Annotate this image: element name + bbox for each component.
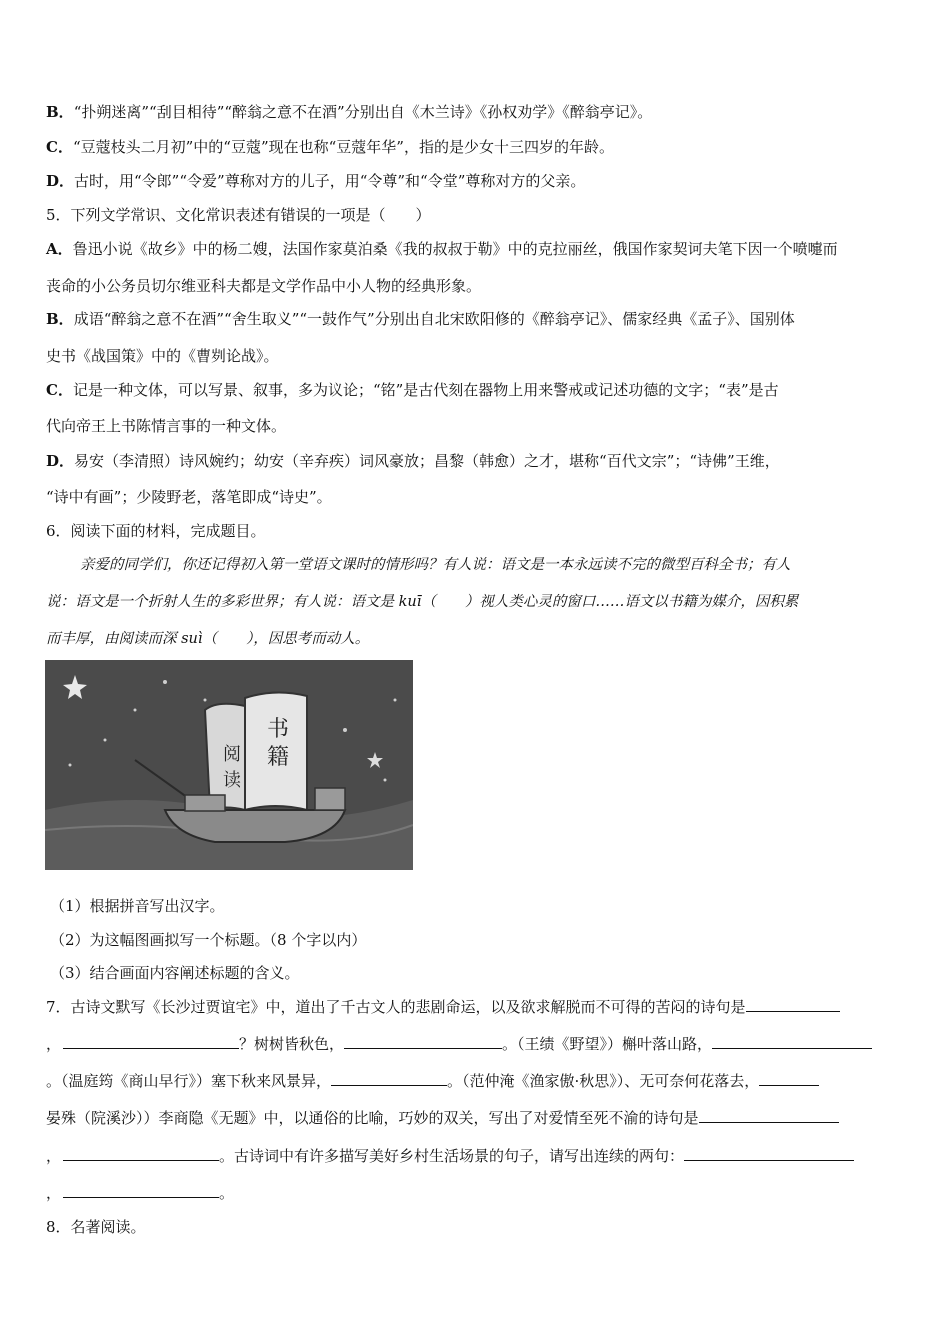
option-label: C． [46,381,73,399]
question-5-stem: 5．下列文学常识、文化常识表述有错误的一项是（ ） [46,206,431,224]
q6-passage-line-2: 说：语文是一个折射人生的多彩世界；有人说：语文是 kuī（ ）视人类心灵的窗口……语文以书籍为媒介，因积累 [46,594,799,610]
answer-blank[interactable] [63,1183,219,1198]
q5-option-c [46,380,779,400]
boat-illustration [45,660,413,870]
q5-option-a [46,239,838,259]
option-label: D． [46,172,75,190]
answer-blank[interactable] [746,997,840,1012]
q7-text: ， [46,1147,62,1165]
option-text: 成语“醉翁之意不在酒”“舍生取义”“一鼓作气”分别出自北宋欧阳修的《醉翁亭记》、儒家经典《孟子》、国别体 [73,310,795,328]
q7-line-1 [46,997,840,1017]
question-6-stem: 6．阅读下面的材料，完成题目。 [46,522,266,540]
q6-subquestion-3: （3）结合画面内容阐述标题的含义。 [50,964,300,982]
answer-blank[interactable] [712,1034,872,1049]
answer-blank[interactable] [63,1034,239,1049]
q7-line-3 [46,1071,819,1091]
q5-option-b-cont: 史书《战国策》中的《曹刿论战》。 [46,347,279,365]
q6-subquestion-2: （2）为这幅图画拟写一个标题。（8 个字以内） [50,931,367,949]
q6-passage-line-1: 亲爱的同学们，你还记得初入第一堂语文课时的情形吗？有人说：语文是一本永远读不完的微型百科全书；有人 [80,557,791,573]
q7-line-6 [46,1183,234,1203]
answer-blank[interactable] [759,1071,819,1086]
option-text: 记是一种文体，可以写景、叙事，多为议论；“铭”是古代刻在器物上用来警戒或记述功德的文字；“表”是古 [72,381,779,399]
sail-char: 读 [223,770,241,791]
q7-line-5 [46,1146,854,1166]
q7-text: 。 [219,1184,235,1202]
answer-blank[interactable] [63,1146,219,1161]
option-text: 易安（李清照）诗风婉约；幼安（辛弃疾）词风豪放；昌黎（韩愈）之才，堪称“百代文宗”；“诗佛”王维， [74,452,780,470]
q7-text: 。（温庭筠《商山早行》）塞下秋来风景异， [46,1072,332,1090]
option-text: 古时，用“令郎”“令爱”尊称对方的儿子，用“令尊”和“令堂”尊称对方的父亲。 [74,172,586,190]
option-text: 鲁迅小说《故乡》中的杨二嫂，法国作家莫泊桑《我的叔叔于勒》中的克拉丽丝，俄国作家契诃夫笔下因一个喷嚏而 [72,240,838,258]
q6-passage-line-3: 而丰厚，由阅读而深 suì（ ），因思考而动人。 [46,631,370,647]
option-label: C． [46,138,73,156]
option-d-line [46,171,585,191]
q5-option-a-cont: 丧命的小公务员切尔维亚科夫都是文学作品中小人物的经典形象。 [46,277,482,295]
q7-text: 。古诗词中有许多描写美好乡村生活场景的句子，请写出连续的两句： [219,1147,685,1165]
q7-text: 。（范仲淹《渔家傲·秋思》）、无可奈何花落去， [447,1072,760,1090]
sail-char: 籍 [267,745,290,770]
q7-text: ， [46,1035,62,1053]
q7-text: 晏殊（院溪沙））李商隐《无题》中，以通俗的比喻，巧妙的双关，写出了对爱情至死不渝的诗句是 [46,1109,699,1127]
option-label: B． [46,310,74,328]
question-8-stem: 8．名著阅读。 [46,1218,146,1236]
q7-line-4 [46,1108,839,1128]
q7-text: ， [46,1184,62,1202]
q5-option-c-cont: 代向帝王上书陈情言事的一种文体。 [46,417,287,435]
answer-blank[interactable] [344,1034,502,1049]
answer-blank[interactable] [699,1108,839,1123]
option-label: A． [46,240,73,258]
sail-char: 书 [267,717,290,742]
sail-char: 阅 [223,744,241,765]
answer-blank[interactable] [331,1071,447,1086]
option-text: “豆蔻枝头二月初”中的“豆蔻”现在也称“豆蔻年华”，指的是少女十三四岁的年龄。 [72,138,614,156]
option-label: B． [46,103,74,121]
q5-option-d [46,451,780,471]
q7-text: 7．古诗文默写《长沙过贾谊宅》中，道出了千古文人的悲剧命运，以及欲求解脱而不可得的苦闷的诗句是 [46,998,746,1016]
q7-text: ？树树皆秋色， [239,1035,345,1053]
q6-subquestion-1: （1）根据拼音写出汉字。 [50,897,225,915]
q5-option-d-cont: “诗中有画”；少陵野老，落笔即成“诗史”。 [46,488,332,506]
answer-blank[interactable] [684,1146,854,1161]
option-label: D． [46,452,75,470]
option-text: “扑朔迷离”“刮目相待”“醉翁之意不在酒”分别出自《木兰诗》《孙权劝学》《醉翁亭记》。 [73,103,653,121]
q7-text: 。（王绩《野望》）槲叶落山路， [502,1035,713,1053]
option-b-line [46,102,652,122]
q5-option-b [46,309,795,329]
option-c-line [46,137,614,157]
q7-line-2 [46,1034,872,1054]
